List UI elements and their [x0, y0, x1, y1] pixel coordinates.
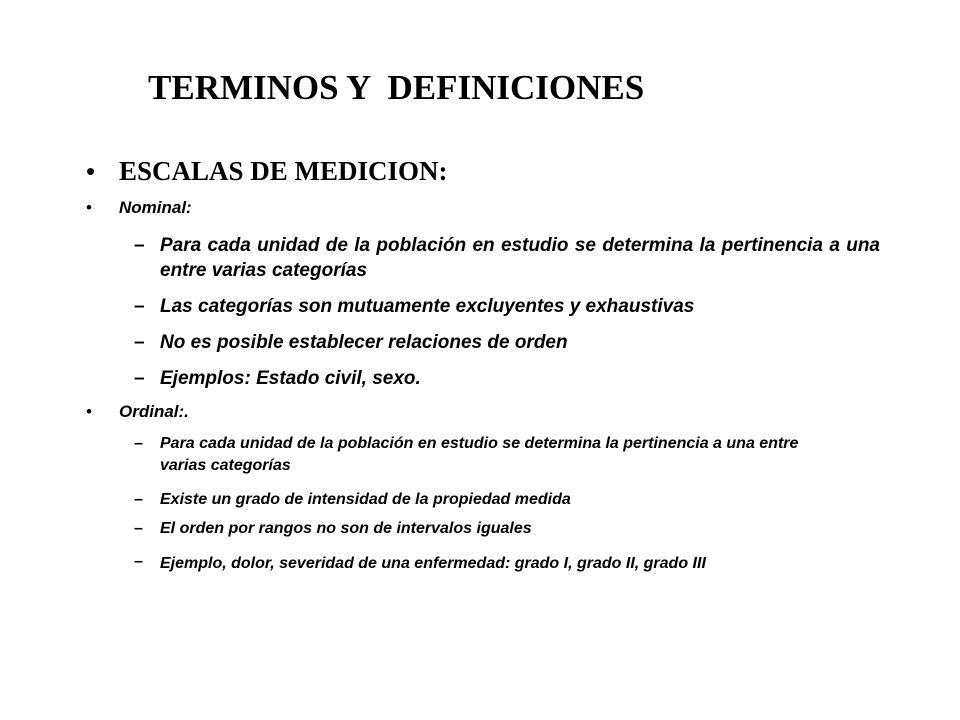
dash-icon: – — [134, 368, 145, 389]
dash-icon: – — [134, 332, 145, 353]
nominal-label: Nominal: — [119, 198, 192, 217]
nominal-item-1: Para cada unidad de la población en estudio se determina la pertinencia a una entre varias categorías — [160, 235, 880, 281]
bullet-icon: • — [86, 156, 96, 186]
ordinal-item-4: Ejemplo, dolor, severidad de una enfermedad: grado I, grado II, grado III — [160, 555, 706, 572]
bullet-icon: • — [86, 198, 92, 217]
dash-icon: – — [134, 553, 143, 570]
ordinal-label: Ordinal:. — [119, 402, 189, 421]
dash-icon: – — [134, 296, 145, 317]
slide-title: TERMINOS Y DEFINICIONES — [148, 68, 645, 107]
ordinal-item-2: Existe un grado de intensidad de la propiedad medida — [160, 491, 571, 508]
bullet-icon: • — [86, 402, 92, 421]
nominal-item-2: Las categorías son mutuamente excluyentes y exhaustivas — [160, 296, 695, 317]
section-heading: ESCALAS DE MEDICION: — [119, 156, 448, 186]
ordinal-item-1: Para cada unidad de la población en estudio se determina la pertinencia a una entre varias categorías — [160, 435, 799, 474]
dash-icon: – — [134, 235, 145, 256]
dash-icon: – — [134, 435, 143, 452]
dash-icon: – — [134, 520, 143, 537]
nominal-item-4: Ejemplos: Estado civil, sexo. — [160, 368, 421, 389]
ordinal-item-3: El orden por rangos no son de intervalos iguales — [160, 520, 532, 537]
nominal-item-3: No es posible establecer relaciones de orden — [160, 332, 568, 353]
dash-icon: – — [134, 491, 143, 508]
